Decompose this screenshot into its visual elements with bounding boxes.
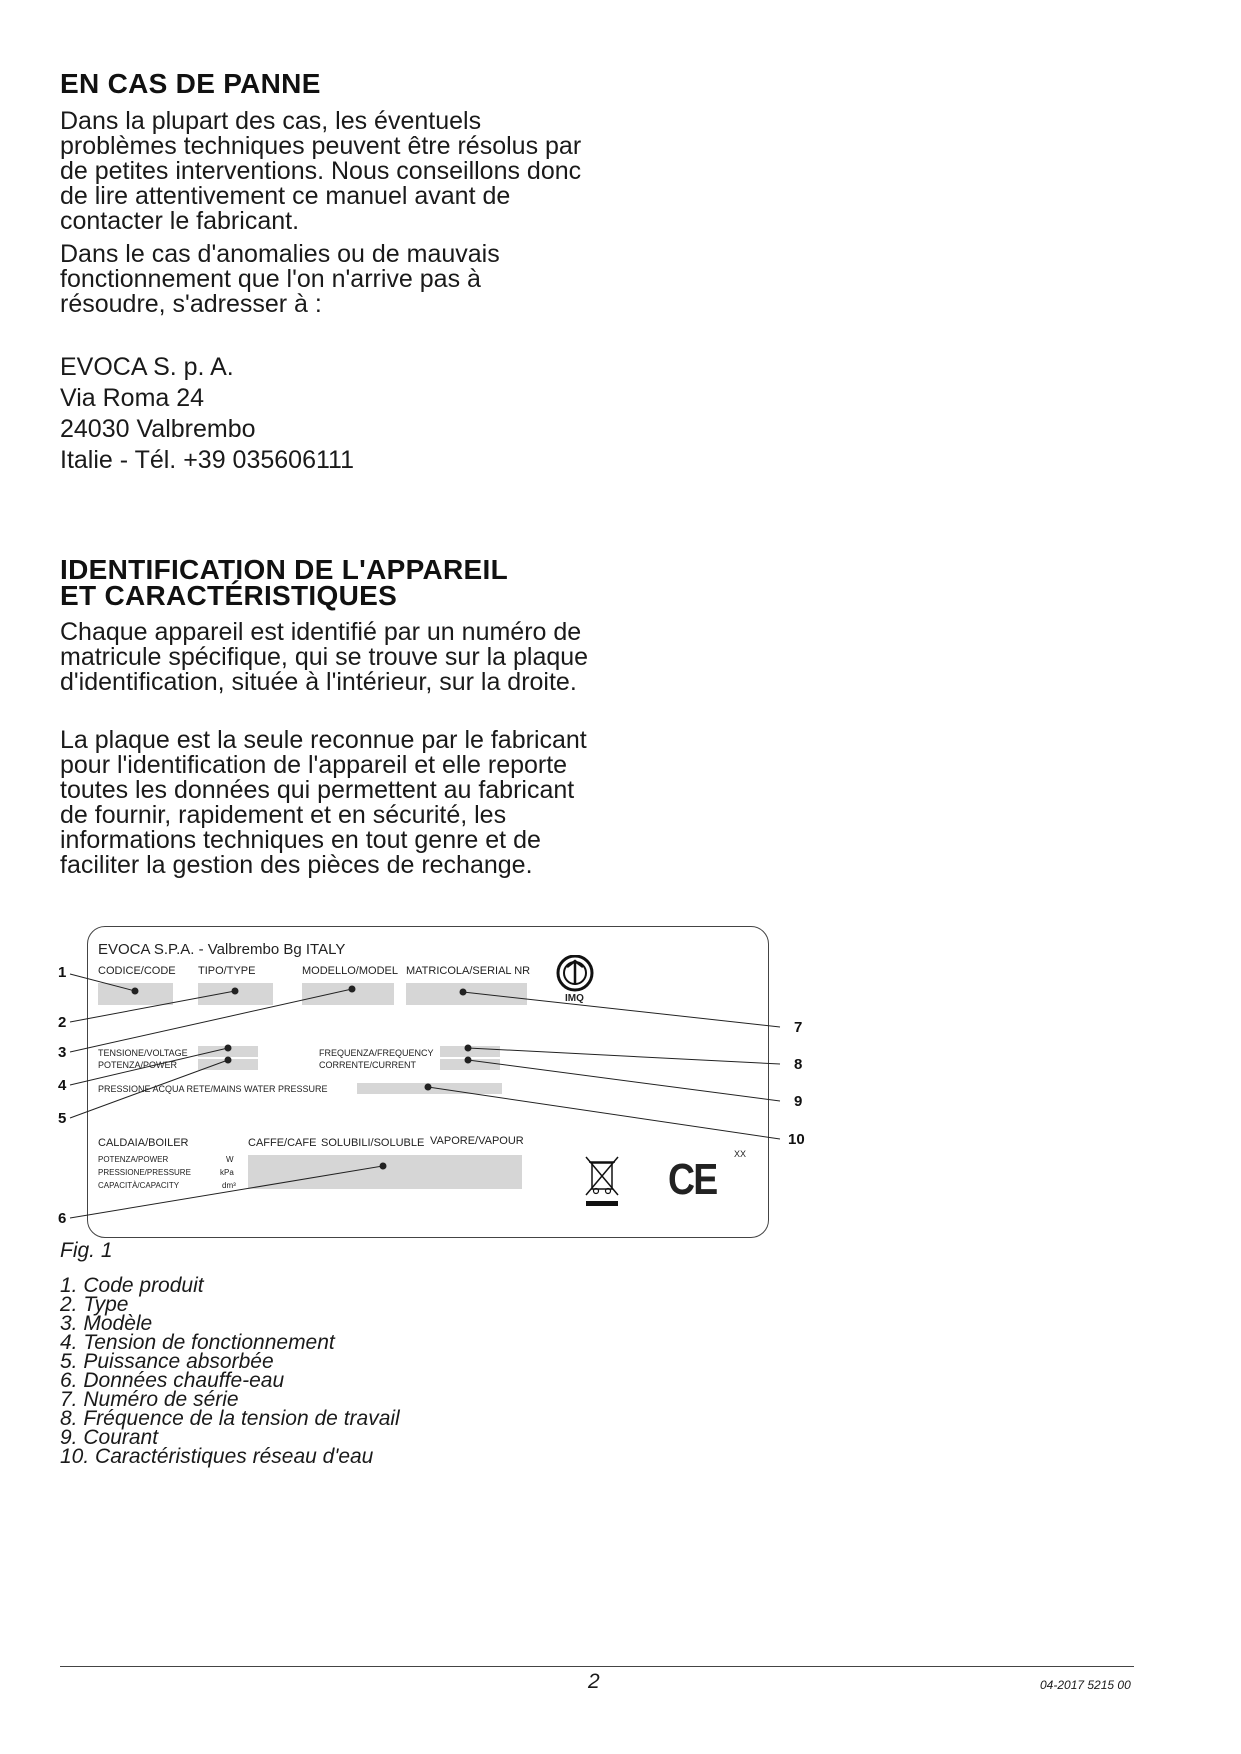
legend-item-1: 1. Code produit	[60, 1274, 204, 1297]
plate-label-matricola: MATRICOLA/SERIAL NR	[406, 965, 531, 977]
legend-item-8: 8. Fréquence de la tension de travail	[60, 1407, 400, 1430]
callout-4: 4	[58, 1077, 67, 1094]
figure-caption: Fig. 1	[60, 1239, 113, 1262]
plate-label-tensione: TENSIONE/VOLTAGE	[98, 1048, 188, 1058]
plate-label-boiler-capacita: CAPACITÀ/CAPACITY	[98, 1181, 180, 1190]
plate-label-frequenza: FREQUENZA/FREQUENCY	[319, 1048, 434, 1058]
legend-item-3: 3. Modèle	[60, 1312, 153, 1335]
legend-item-2: 2. Type	[60, 1293, 129, 1316]
section-title-panne: EN CAS DE PANNE	[60, 68, 321, 99]
document-reference: 04-2017 5215 00	[1040, 1678, 1131, 1692]
plate-header: EVOCA S.P.A. - Valbrembo Bg ITALY	[98, 941, 346, 958]
plate-label-pressione: PRESSIONE ACQUA RETE/MAINS WATER PRESSURE	[98, 1084, 328, 1094]
plate-label-solubili: SOLUBILI/SOLUBLE	[321, 1137, 425, 1149]
plate-unit-w: W	[226, 1155, 234, 1164]
legend-item-5: 5. Puissance absorbée	[60, 1350, 274, 1373]
panne-paragraph-1: Dans la plupart des cas, les éventuels problèmes techniques peuvent être résolus par de petites interventions. Nous conseillons donc de lire attentivement ce manuel avant de contacter le fabricant.	[60, 107, 582, 235]
page-number: 2	[588, 1670, 600, 1693]
footer-divider	[60, 1666, 1134, 1667]
legend-item-6: 6. Données chauffe-eau	[60, 1369, 285, 1392]
callout-5: 5	[58, 1110, 67, 1127]
callout-7: 7	[794, 1019, 803, 1036]
legend-item-7: 7. Numéro de série	[60, 1388, 239, 1411]
callout-1: 1	[58, 964, 67, 981]
panne-paragraph-2: Dans le cas d'anomalies ou de mauvais fonctionnement que l'on n'arrive pas à résoudre, s'adresser à :	[60, 240, 500, 318]
address-line-phone: Italie - Tél. +39 035606111	[60, 446, 354, 474]
callout-3: 3	[58, 1044, 67, 1061]
section-title-identification-line1: IDENTIFICATION DE L'APPAREIL	[60, 554, 509, 585]
plate-label-corrente: CORRENTE/CURRENT	[319, 1060, 417, 1070]
address-line-company: EVOCA S. p. A.	[60, 353, 234, 381]
plate-label-caldaia: CALDAIA/BOILER	[98, 1137, 189, 1149]
plate-label-modello: MODELLO/MODEL	[302, 965, 398, 977]
identification-paragraph-1: Chaque appareil est identifié par un numéro de matricule spécifique, qui se trouve sur la plaque d'identification, située à l'intérieur, sur la droite.	[60, 618, 589, 696]
callout-2: 2	[58, 1014, 67, 1031]
callout-6: 6	[58, 1210, 67, 1227]
legend-item-9: 9. Courant	[60, 1426, 159, 1449]
plate-label-vapore: VAPORE/VAPOUR	[430, 1135, 524, 1147]
identification-paragraph-2: La plaque est la seule reconnue par le fabricant pour l'identification de l'appareil et elle reporte toutes les données qui permettent au fabricant de fournir, rapidement et en sécurité, les informations techniques en tout genre et de faciliter la gestion des pièces de rechange.	[60, 726, 587, 879]
plate-label-boiler-pressione: PRESSIONE/PRESSURE	[98, 1168, 191, 1177]
plate-label-boiler-potenza: POTENZA/POWER	[98, 1155, 169, 1164]
address-line-street: Via Roma 24	[60, 384, 205, 412]
plate-unit-kpa: kPa	[220, 1168, 234, 1177]
callout-9: 9	[794, 1093, 803, 1110]
section-title-identification-line2: ET CARACTÉRISTIQUES	[60, 580, 398, 611]
legend-item-4: 4. Tension de fonctionnement	[60, 1331, 335, 1354]
callout-8: 8	[794, 1056, 803, 1073]
plate-label-tipo: TIPO/TYPE	[198, 965, 256, 977]
plate-label-caffe: CAFFE/CAFE	[248, 1137, 317, 1149]
ce-mark: CE	[668, 1155, 717, 1204]
plate-label-potenza: POTENZA/POWER	[98, 1060, 178, 1070]
imq-label: IMQ	[565, 993, 584, 1004]
figure-legend	[60, 1276, 400, 1466]
address-line-city: 24030 Valbrembo	[60, 415, 256, 443]
plate-xx-label: XX	[734, 1149, 747, 1159]
plate-unit-dm3: dm³	[222, 1181, 236, 1190]
callout-10: 10	[788, 1131, 805, 1148]
legend-item-10: 10. Caractéristiques réseau d'eau	[60, 1445, 374, 1468]
plate-label-codice: CODICE/CODE	[98, 965, 176, 977]
